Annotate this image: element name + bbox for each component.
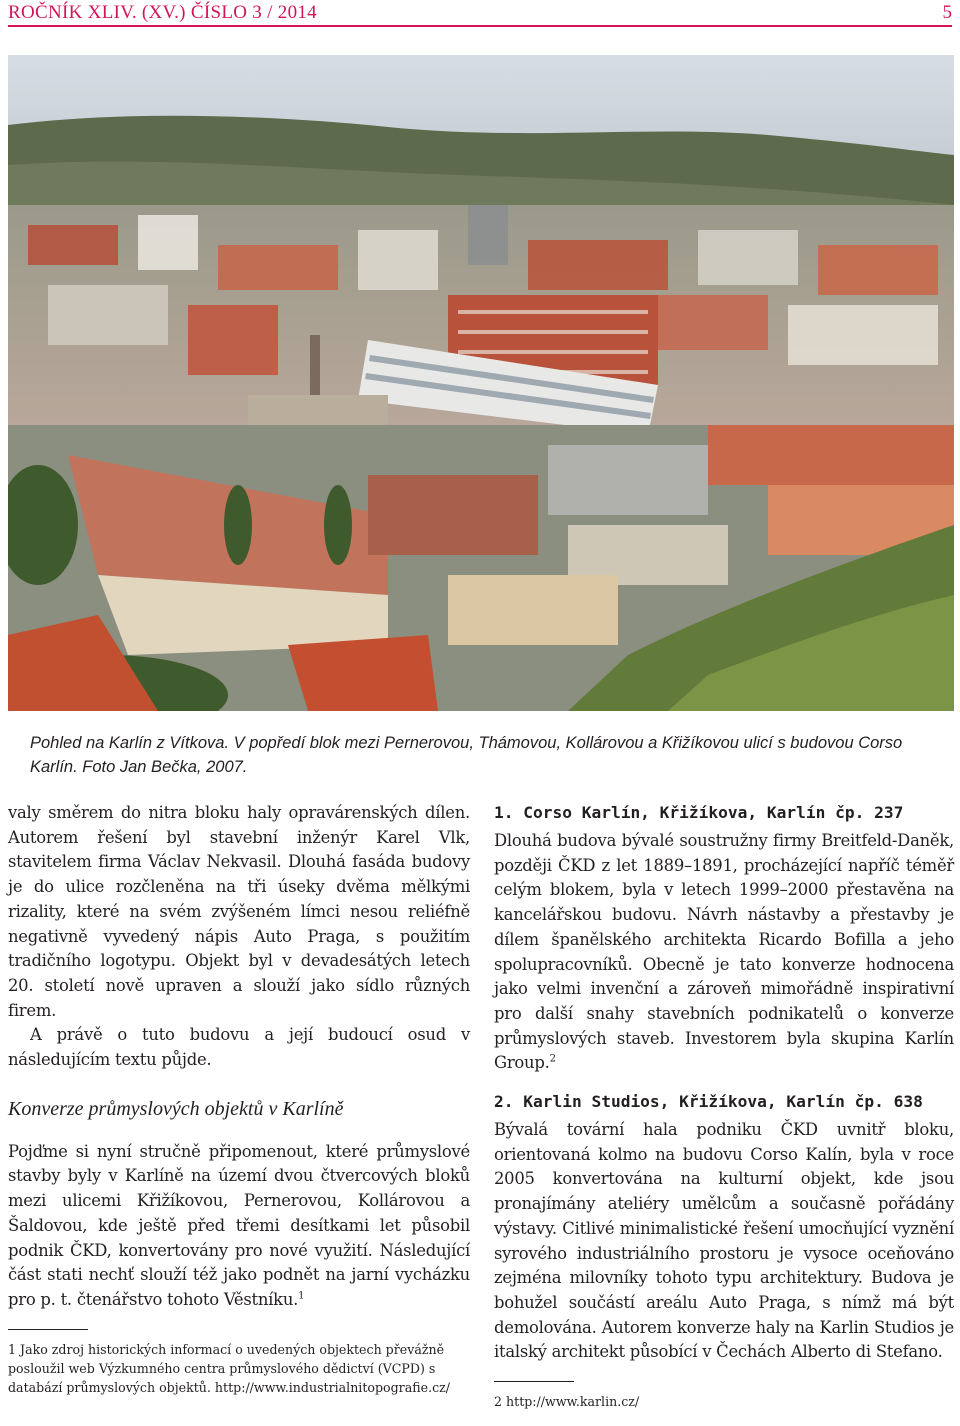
item-1-text <box>494 829 954 1076</box>
page-number: 5 <box>942 2 952 23</box>
aerial-city-photo <box>8 55 954 711</box>
header-rule <box>8 25 952 27</box>
footnote-rule <box>494 1381 574 1382</box>
photo-caption: Pohled na Karlín z Vítkova. V popředí blok mezi Pernerovou, Thámovou, Kollárovou a Křižíkovou ulicí s budovou Corso Karlín. Foto Jan Bečka, 2007. <box>30 734 903 776</box>
spacer <box>494 1076 954 1090</box>
footnote-rule <box>8 1329 88 1330</box>
footnote-1: 1 Jako zdroj historických informací o uvedených objektech převážně posloužil web Výzkumného centra průmyslového dědictví (VCPD) s databází průmyslových objektů. http://www.industrialnitopografie.cz/ <box>8 1341 450 1395</box>
issue-label: ROČNÍK XLIV. (XV.) ČÍSLO 3 / 2014 <box>8 2 317 23</box>
paragraph-intro: A právě o tuto budovu a její budoucí osud v následujícím textu půjde. <box>8 1025 470 1070</box>
footnote-ref-1: 1 <box>298 1290 305 1302</box>
paragraph-section-text: Pojďme si nyní stručně připomenout, které průmyslové stavby byly v Karlíně na území dvou čtvercových bloků mezi ulicemi Křižíkovou, Pernerovou, Kollárovou a Šaldovou, kde ještě před třemi desítkami let působil podnik ČKD, konvertovány pro nové využití. Následující část stati nechť slouží též jako podnět na jarní vycházku pro p. t. čtenářstvo tohoto Věstníku. <box>8 1141 470 1309</box>
item-2-text: Bývalá tovární hala podniku ČKD uvnitř bloku, orientovaná kolmo na budovu Corso Kalín, byla v roce 2005 konvertována na kulturní objekt, kde jsou pronajímány ateliéry umělcům a současně pořádány výstavy. Citlivé minimalistické řešení umocňující vyznění syrového industriálního prostoru je vysoce oceňováno zejména milovníky tohoto typu architektury. Budova je bohužel součástí areálu Auto Praga, s nímž má být demolována. Autorem konverze haly na Karlin Studios je italský architekt působící v Čechách Alberto di Stefano. <box>494 1120 954 1362</box>
footnote-ref-2: 2 <box>549 1053 556 1065</box>
paragraph-section <box>8 1140 470 1313</box>
item-1-body: Dlouhá budova bývalé soustružny firmy Breitfeld-Daněk, později ČKD z let 1889–1891, procházející napříč téměř celým blokem, byla v letech 1999–2000 přestavěna na kancelářskou budovu. Návrh nástavby a přestavby je dílem španělského architekta Ricardo Bofilla a jeho spolupracovníků. Obecně je tato konverze hodnocena jako velmi invenční a zároveň mimořádně inspirativní pro další snahy stavebních podnikatelů o konverze průmyslových staveb. Investorem byla skupina Karlín Group. <box>494 831 954 1073</box>
footnote-2: 2 http://www.karlin.cz/ <box>494 1394 640 1410</box>
right-column <box>494 801 954 1411</box>
item-2-heading: 2. Karlin Studios, Křižíkova, Karlín čp. 638 <box>494 1092 923 1112</box>
item-1-heading: 1. Corso Karlín, Křižíkova, Karlín čp. 237 <box>494 803 904 822</box>
section-heading: Konverze průmyslových objektů v Karlíně <box>8 1097 344 1120</box>
left-column <box>8 801 470 1397</box>
paragraph-continued: valy směrem do nitra bloku haly opravárenských dílen. Autorem řešení byl stavební inženýr Karel Vlk, stavitelem firma Václav Nekvasil. Dlouhá fasáda budovy je do ulice rozčleněna na tři úseky dvěma mělkými rizality, které na svém zvýšeném límci nesou reliéfně negativně vyvedený nápis Auto Praga, s použitím tradičního logotypu. Objekt byl v devadesátých letech 20. století nově upraven a slouží jako sídlo různých firem. <box>8 803 470 1020</box>
running-header <box>8 0 952 28</box>
